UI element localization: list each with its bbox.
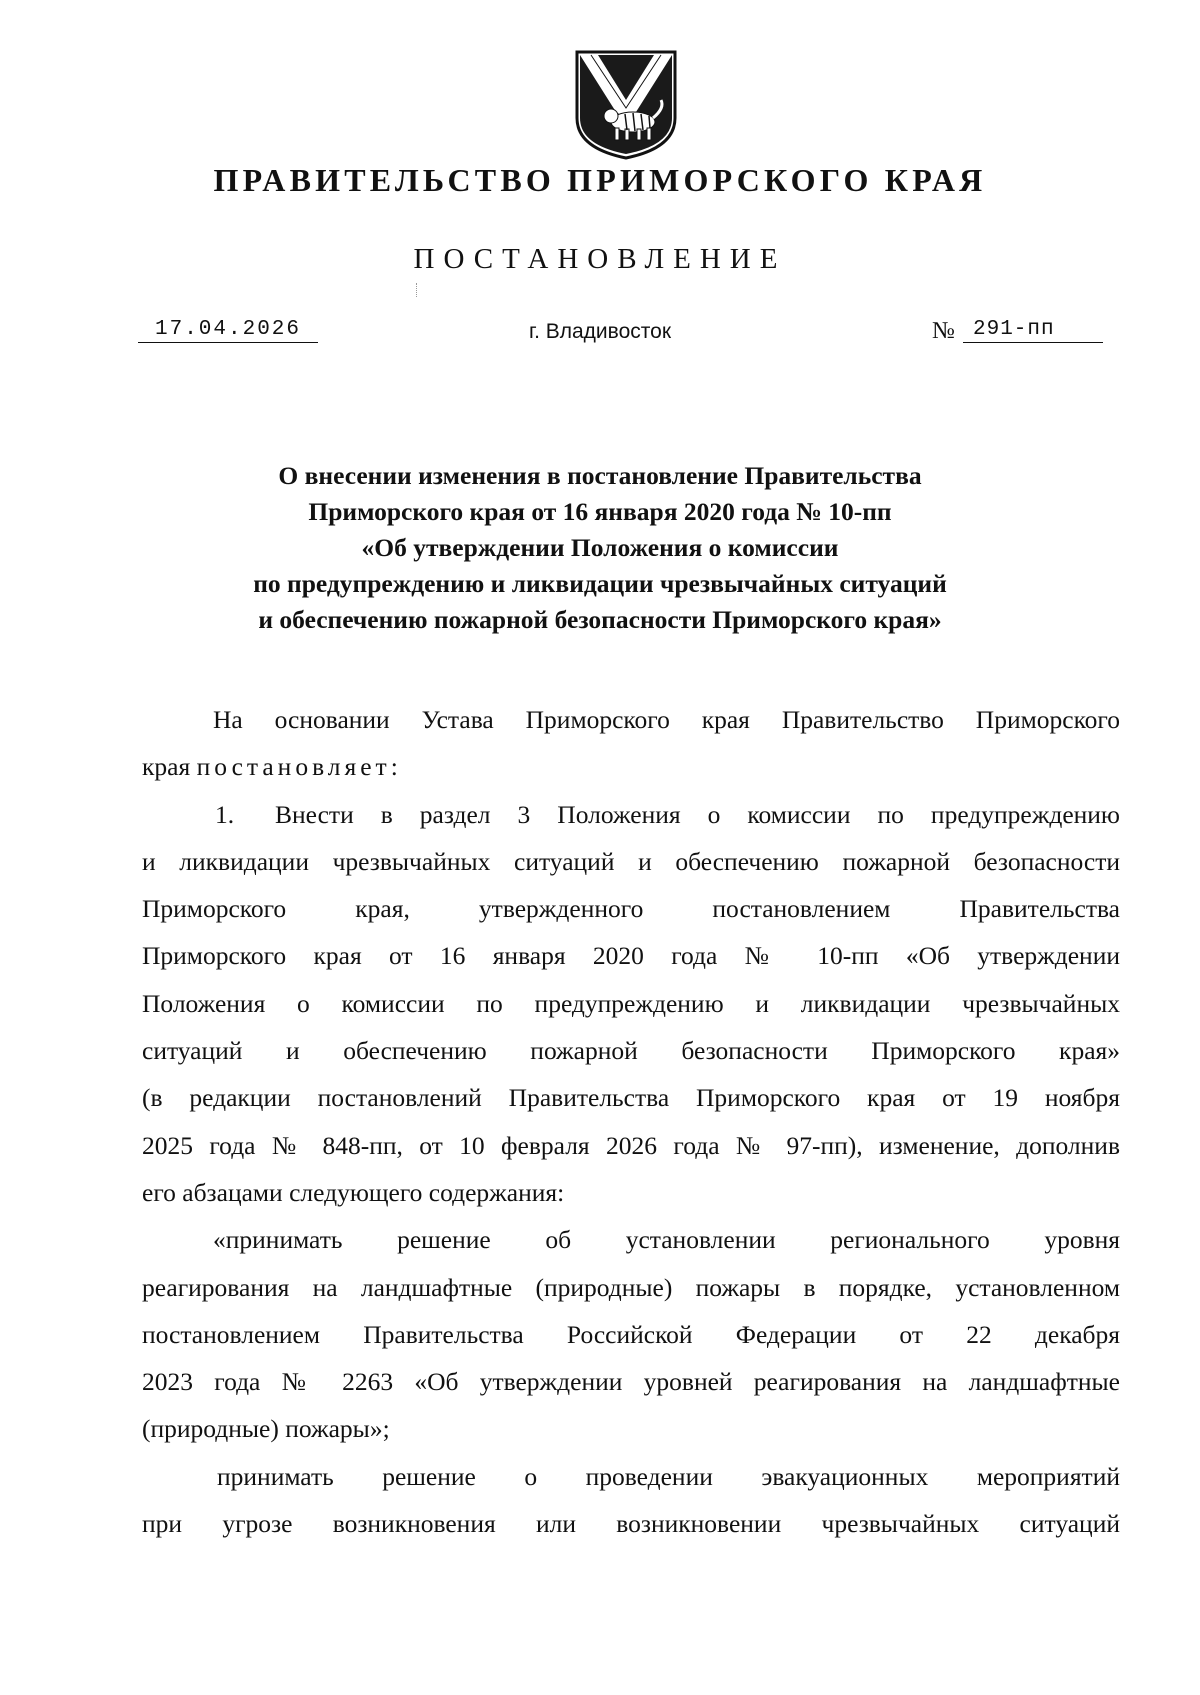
item1-line: 2025 года № 848-пп, от 10 февраля 2026 года № 97-пп), изменение, дополнив	[142, 1130, 1120, 1160]
coat-of-arms-icon	[573, 48, 679, 160]
preamble-spaced: постановляет:	[196, 752, 402, 782]
heading-line: и обеспечению пожарной безопасности Приморского края»	[258, 605, 942, 634]
paragraph2-line: «принимать решение об установлении регионального уровня	[213, 1225, 1120, 1255]
item1-first-text: Внести в раздел 3 Положения о комиссии по предупреждению	[275, 799, 1120, 829]
paragraph3-line: принимать решение о проведении эвакуационных мероприятий	[217, 1461, 1120, 1491]
document-body	[142, 696, 1120, 1547]
paragraph2-line: 2023 года № 2263 «Об утверждении уровней реагирования на ландшафтные	[142, 1367, 1120, 1397]
item1-line: ситуаций и обеспечению пожарной безопасности Приморского края»	[142, 1036, 1120, 1066]
heading-line: О внесении изменения в постановление Правительства	[278, 461, 922, 490]
document-heading	[0, 458, 1200, 638]
item1-line: Приморского края, утвержденного постановлением Правительства	[142, 894, 1120, 924]
heading-line: по предупреждению и ликвидации чрезвычайных ситуаций	[253, 569, 947, 598]
item1-line	[142, 791, 1120, 838]
document-type: ПОСТАНОВЛЕНИЕ	[413, 243, 787, 275]
government-title: ПРАВИТЕЛЬСТВО ПРИМОРСКОГО КРАЯ	[213, 162, 987, 198]
document-date: 17.04.2026	[138, 318, 318, 343]
paragraph2-line: постановлением Правительства Российской Федерации от 22 декабря	[142, 1319, 1120, 1349]
item1-line: его абзацами следующего содержания:	[142, 1177, 565, 1207]
preamble-line	[142, 743, 1120, 790]
document-city: г. Владивосток	[528, 320, 672, 343]
paragraph2-line: (природные) пожары»;	[142, 1414, 390, 1444]
heading-line: «Об утверждении Положения о комиссии	[361, 533, 839, 562]
item1-line: Положения о комиссии по предупреждению и ликвидации чрезвычайных	[142, 988, 1120, 1018]
item1-line: Приморского края от 16 января 2020 года № 10-пп «Об утверждении	[142, 941, 1120, 971]
number-sign: №	[932, 318, 955, 344]
item1-number: 1.	[215, 799, 235, 829]
item1-line: и ликвидации чрезвычайных ситуаций и обеспечению пожарной безопасности	[142, 846, 1120, 876]
preamble-prefix: края	[142, 752, 191, 782]
preamble-line: На основании Устава Приморского края Правительство Приморского	[213, 705, 1120, 734]
heading-line: Приморского края от 16 января 2020 года № 10-пп	[308, 497, 892, 526]
paragraph3-line: при угрозе возникновения или возникновении чрезвычайных ситуаций	[142, 1509, 1120, 1539]
item1-line: (в редакции постановлений Правительства Приморского края от 19 ноября	[142, 1083, 1120, 1113]
paragraph2-line: реагирования на ландшафтные (природные) пожары в порядке, установленном	[142, 1272, 1120, 1302]
scan-speck	[416, 283, 418, 297]
document-number: 291-пп	[963, 318, 1103, 343]
